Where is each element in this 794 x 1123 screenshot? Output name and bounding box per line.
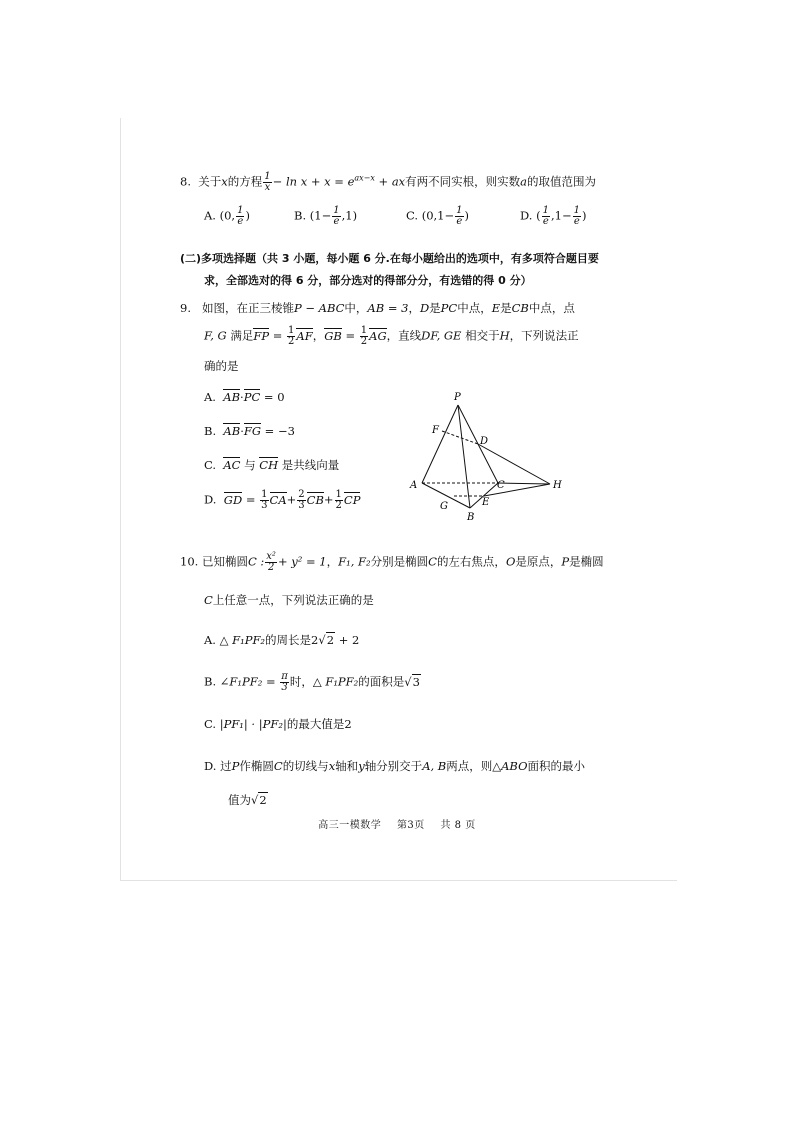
label-e: E [482,497,490,508]
q9-option-d: D. GD = $\frac{1}{3}$ CA+ $\frac{2}{3}$ CB+ $\frac{1}{2}$ CP [204,489,361,511]
label-d: D [480,436,489,447]
label-g: G [440,501,448,512]
footer-total: 共 8 页 [440,820,476,831]
pyramid-figure [400,388,580,523]
q9-stem-line2: F, G 满足FP = $\frac{1}{2}$ AF，GB = $\frac{1}{2}$ AG，直线DF, GE 相交于H，下列说法正 [204,325,579,347]
section-heading-line2: 求，全部选对的得 6 分，部分选对的得部分分，有选错的得 0 分） [204,274,532,287]
q10-option-c: C. |PF₁| · |PF₂|的最大值是2 [204,717,352,731]
label-b: B [467,512,475,523]
q10-option-d-line2: 值为√2 [228,793,267,807]
section-heading-line1: (二)多项选择题（共 3 小题，每小题 6 分.在每小题给出的选项中，有多项符合题目要 [180,252,599,265]
q10-option-a: A. △ F₁PF₂的周长是2√2 + 2 [204,633,360,647]
q9-option-c: C. AC 与 CH 是共线向量 [204,458,340,472]
footer-subject: 高三一模数学 [318,820,382,831]
q10-stem-line2: C上任意一点，下列说法正确的是 [204,593,374,607]
q8-option-b: B. (1− $\frac{1}{e}$ ,1) [294,205,358,227]
label-p: P [454,392,461,403]
q10-option-b: B. ∠F₁PF₂ = $\frac{\pi}{3}$ 时，△ F₁PF₂的面积是√3 [204,671,420,693]
q8-stem: 8. 关于x的方程 $\frac{1}{x}$ − $\ln x + x = e^{ax-x}$ + ax有两不同实根，则实数a的取值范围为 [180,171,597,193]
label-h: H [553,480,562,491]
q10-option-d: D. 过P作椭圆C的切线与x轴和y轴分别交于A, B两点，则△ABO面积的最小 [204,759,586,773]
q8-option-a: A. (0, $\frac{1}{e}$ ) [204,205,250,227]
q8-option-c: C. (0,1− $\frac{1}{e}$ ) [406,205,469,227]
q9-option-a: A. AB·PC = 0 [204,390,285,404]
q9-stem-line1: 9. 如图，在正三棱锥P − ABC中，AB = 3，D是PC中点，E是CB中点，点 [180,301,575,315]
q9-option-b: B. AB·FG = −3 [204,424,295,438]
q9-stem-line3: 确的是 [204,359,239,373]
page-footer [0,816,794,831]
label-c: C [497,480,505,491]
q8-option-d: D. ( $\frac{1}{e}$ ,1− $\frac{1}{e}$ ) [520,205,587,227]
q10-stem-line1: 10. 已知椭圆C : $\frac{\text{x²}}{2}$ + y² = 1，F₁, F₂分别是椭圆C的左右焦点，O是原点，P是椭圆 [180,551,604,573]
label-f: F [432,425,439,436]
label-a: A [410,480,418,491]
footer-page: 第3页 [396,820,425,831]
